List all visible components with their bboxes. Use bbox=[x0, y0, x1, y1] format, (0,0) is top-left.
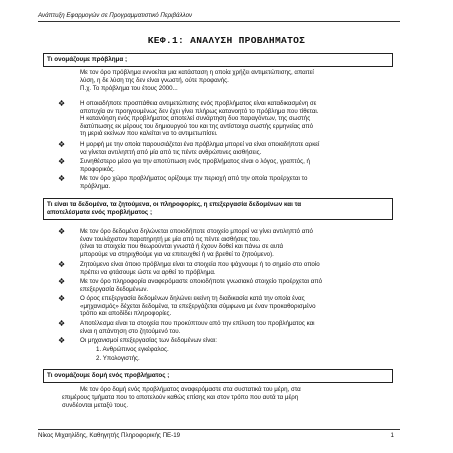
structure-text-line: επιμέρους τμήματα που το αποτελούν καθώς επίσης και στον τρόπο που αυτά τα μέρη bbox=[62, 394, 299, 401]
bullet-paragraph: Συνηθέστερο μέσο για την αποτύπωση ενός προβλήματος είναι ο λόγος, γραπτός, ή προφορικός. bbox=[80, 158, 310, 173]
bullet-paragraph: Με τον όρο δεδομένα δηλώνεται οποιοδήποτε στοιχείο μπορεί να γίνει αντιληπτό από έναν τουλάχιστον παρατηρητή με μία από τις πέντε αισθήσεις του. (είναι τα στοιχεία που θεωρούνται γνωστά ή έχουν δοθεί και πάνω σε αυτά μπορούμε να στηριχθούμε για να επιτευχθεί ή να βρεθεί το ζητούμενο). bbox=[80, 228, 313, 258]
diamond-bullet-icon: ❖ bbox=[58, 336, 66, 345]
bullet-paragraph: Με τον όρο πληροφορία αναφερόμαστε οποιοδήποτε γνωσιακό στοιχείο προέρχεται από επεξεργασία δεδομένων. bbox=[80, 278, 323, 293]
page-footer bbox=[38, 429, 400, 439]
diamond-bullet-icon: ❖ bbox=[58, 140, 66, 149]
diamond-bullet-icon: ❖ bbox=[58, 157, 66, 166]
diamond-bullet-icon: ❖ bbox=[58, 99, 66, 108]
chapter-title: ΚΕΦ.1: ΑΝΑΛΥΣΗ ΠΡΟΒΛΗΜΑΤΟΣ bbox=[147, 35, 306, 46]
page-number: 1 bbox=[390, 432, 394, 439]
page-header: Ανάπτυξη Εφαρμογών σε Προγραμματιστικό Περιβάλλον bbox=[38, 12, 400, 22]
footer-author: Νίκος Μιχαηλίδης, Καθηγητής Πληροφορικής ΠΕ-19 bbox=[38, 432, 181, 439]
intro-line: Με τον όρο πρόβλημα εννοείται μια κατάσταση η οποία χρήζει αντιμετώπισης, απαιτεί bbox=[80, 69, 314, 76]
diamond-bullet-icon: ❖ bbox=[58, 294, 66, 303]
diamond-bullet-icon: ❖ bbox=[58, 260, 66, 269]
diamond-bullet-icon: ❖ bbox=[58, 227, 66, 236]
section-heading-problem: Τι ονομάζουμε πρόβλημα ; bbox=[43, 53, 393, 67]
bullet-paragraph: Με τον όρο χώρο προβλήματος ορίζουμε την περιοχή από την οποία προέρχεται το πρόβλημα. bbox=[80, 175, 308, 190]
bullet-paragraph: Η μορφή με την οποία παρουσιάζεται ένα πρόβλημα μπορεί να είναι οποιαδήποτε αρκεί να γίνεται αντιληπτή από μία από τις πέντε ανθρώπινες αισθήσεις. bbox=[80, 141, 320, 156]
bullet-paragraph: Η οποιαδήποτε προσπάθεια αντιμετώπισης ενός προβλήματος είναι καταδικασμένη σε αποτυχία αν προηγουμένως δεν έχει γίνει πλήρως κατανοητό το πρόβλημα που τίθεται. Η κατανόηση ενός προβλήματος αποτελεί συνάρτηση δυο παραγόντων, της σωστής διατύπωσης εκ μέρους του δημιουργού του και της αντίστοιχα σωστής ερμηνείας από τη μεριά εκείνων που καλείται να το αντιμετωπίσει. bbox=[80, 100, 319, 138]
intro-line: λύση, η δε λύση της δεν είναι γνωστή, ούτε προφανής. bbox=[80, 77, 229, 84]
section-heading-structure: Τι ονομάζουμε δομή ενός προβλήματος ; bbox=[43, 369, 393, 383]
section-heading-data: Τι είναι τα δεδομένα, τα ζητούμενα, οι πληροφορίες, η επεξεργασία δεδομένων και τα αποτελέσματα ενός προβλήματος ; bbox=[43, 198, 393, 220]
diamond-bullet-icon: ❖ bbox=[58, 174, 66, 183]
bullet-paragraph: Ζητούμενο είναι όποιο πρόβλημα είναι τα στοιχεία που ψάχνουμε ή το σημείο στο οποίο πρέπει να φτάσουμε ώστε να αρθεί το πρόβλημα. bbox=[80, 261, 320, 276]
bullet-paragraph: Ο όρος επεξεργασία δεδομένων δηλώνει εκείνη τη διαδικασία κατά την οποία ένας «μηχανισμός» δέχεται δεδομένα, τα επεξεργάζεται σύμφωνα με έναν προκαθορισμένο τρόπο και αποδίδει πληροφορίες. bbox=[80, 295, 316, 318]
bullet-paragraph: Οι μηχανισμοί επεξεργασίας των δεδομένων είναι: bbox=[80, 337, 217, 344]
intro-line: Π.χ. Το πρόβλημα του έτους 2000... bbox=[80, 85, 178, 92]
numbered-item: 1. Ανθρώπινος εγκέφαλος. bbox=[96, 346, 169, 353]
diamond-bullet-icon: ❖ bbox=[58, 277, 66, 286]
numbered-item: 2. Υπολογιστής. bbox=[96, 355, 140, 362]
structure-text-line: Με τον όρο δομή ενός προβλήματος αναφερόμαστε στα συστατικά του μέρη, στα bbox=[80, 386, 301, 393]
bullet-paragraph: Αποτέλεσμα είναι τα στοιχεία που προκύπτουν από την επίλυση του προβλήματος και είναι η απάντηση στο ζητούμενό του. bbox=[80, 320, 315, 335]
diamond-bullet-icon: ❖ bbox=[58, 319, 66, 328]
structure-text-line: συνδέονται μεταξύ τους. bbox=[62, 402, 129, 409]
